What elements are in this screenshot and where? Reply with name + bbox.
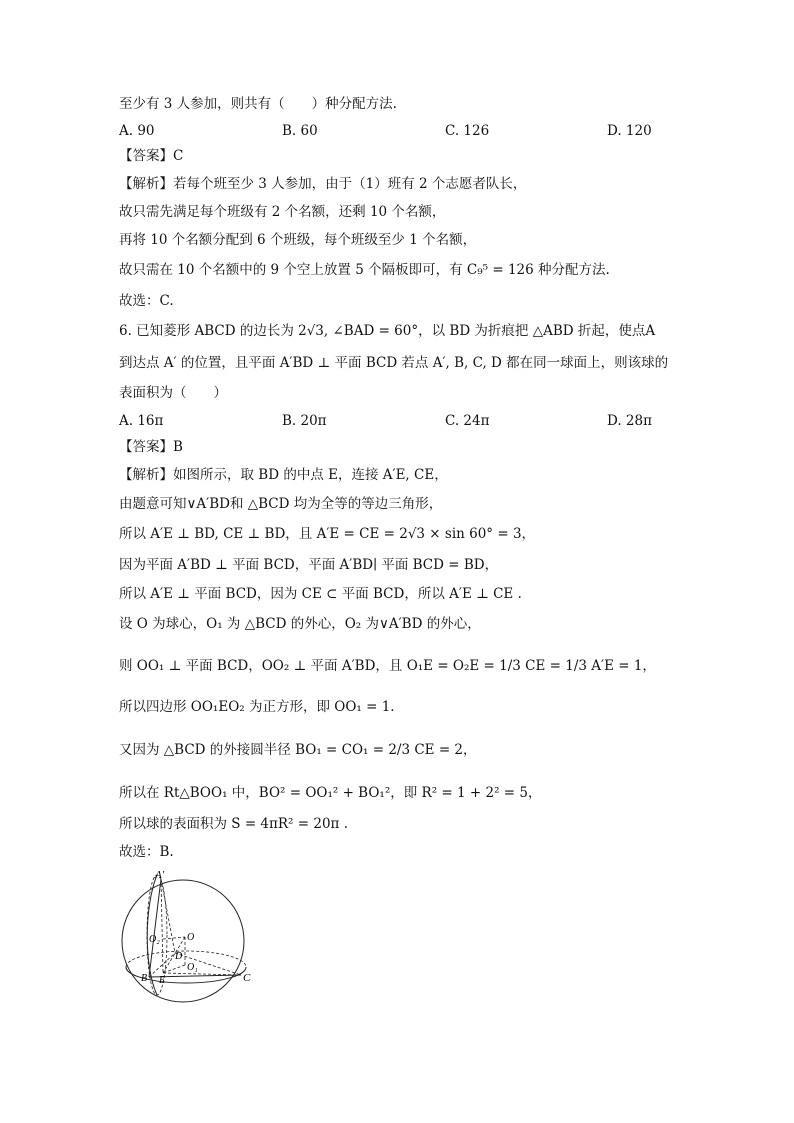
q5-answer: 【答案】C [119,148,184,164]
q6-stem-line: 到达点 A′ 的位置，且平面 A′BD ⊥ 平面 BCD 若点 A′, B, C, D 都在同一球面上，则该球的 [119,355,669,371]
q6-analysis-line: 又因为 △BCD 的外接圆半径 BO₁ = CO₁ = 2/3 CE = 2， [119,742,477,758]
q5-option-c: C. 126 [445,123,490,139]
q6-analysis-line: 所以球的表面积为 S = 4πR² = 20π . [119,816,348,832]
q5-analysis-line: 故只需在 10 个名额中的 9 个空上放置 5 个隔板即可，有 C₉⁵ = 126 种分配方法. [119,262,610,278]
q5-analysis-line: 故只需先满足每个班级有 2 个名额，还剩 10 个名额， [119,204,446,220]
q6-option-c: C. 24π [445,413,490,429]
q6-stem-line: 6. 已知菱形 ABCD 的边长为 2√3, ∠BAD = 60°，以 BD 为折痕把 △ABD 折起，使点A [119,323,656,339]
label-o: O [187,932,195,943]
q6-conclusion: 故选：B. [119,844,174,860]
q6-analysis-line: 由题意可知∨A′BD和 △BCD 均为全等的等边三角形， [119,496,443,512]
q6-option-d: D. 28π [607,413,652,429]
label-a-prime: A′ [155,869,165,881]
sphere-figure [119,867,259,1007]
q5-stem: 至少有 3 人参加，则共有（ ）种分配方法. [119,96,397,112]
q6-option-a: A. 16π [119,413,164,429]
q5-option-b: B. 60 [282,123,318,139]
q6-answer: 【答案】B [119,439,183,455]
q5-analysis-line: 再将 10 个名额分配到 6 个班级，每个班级至少 1 个名额， [119,232,477,248]
q6-analysis-line: 所以 A′E ⊥ 平面 BCD，因为 CE ⊂ 平面 BCD，所以 A′E ⊥ CE . [119,586,522,602]
label-d: D [175,951,183,962]
label-o1: O₁ [187,962,198,973]
label-b: B [141,973,148,984]
q6-analysis-line: 所以 A′E ⊥ BD, CE ⊥ BD，且 A′E = CE = 2√3 × sin 60° = 3， [119,526,536,542]
label-c: C [243,972,251,984]
q6-analysis-line: 所以四边形 OO₁EO₂ 为正方形，即 OO₁ = 1. [119,699,395,715]
q6-analysis-line: 则 OO₁ ⊥ 平面 BCD，OO₂ ⊥ 平面 A′BD，且 O₁E = O₂E = 1/3 CE = 1/3 A′E = 1， [119,658,656,674]
q5-conclusion: 故选：C. [119,293,174,309]
q6-analysis-line: 所以在 Rt△BOO₁ 中，BO² = OO₁² + BO₁²，即 R² = 1 + 2² = 5， [119,785,542,801]
q6-option-b: B. 20π [282,413,327,429]
label-o2: O₂ [149,934,160,945]
q6-analysis-line: 因为平面 A′BD ⊥ 平面 BCD，平面 A′BD∣ 平面 BCD = BD， [119,557,499,573]
q6-stem-line: 表面积为（ ） [119,385,227,401]
q6-analysis-line: 【解析】如图所示，取 BD 的中点 E，连接 A′E, CE， [119,467,448,483]
label-e: E [159,975,166,986]
q5-analysis-line: 【解析】若每个班至少 3 人参加，由于（1）班有 2 个志愿者队长， [119,176,527,192]
q5-option-d: D. 120 [607,123,652,139]
q5-option-a: A. 90 [119,123,155,139]
q6-analysis-line: 设 O 为球心，O₁ 为 △BCD 的外心，O₂ 为∨A′BD 的外心， [119,616,481,632]
